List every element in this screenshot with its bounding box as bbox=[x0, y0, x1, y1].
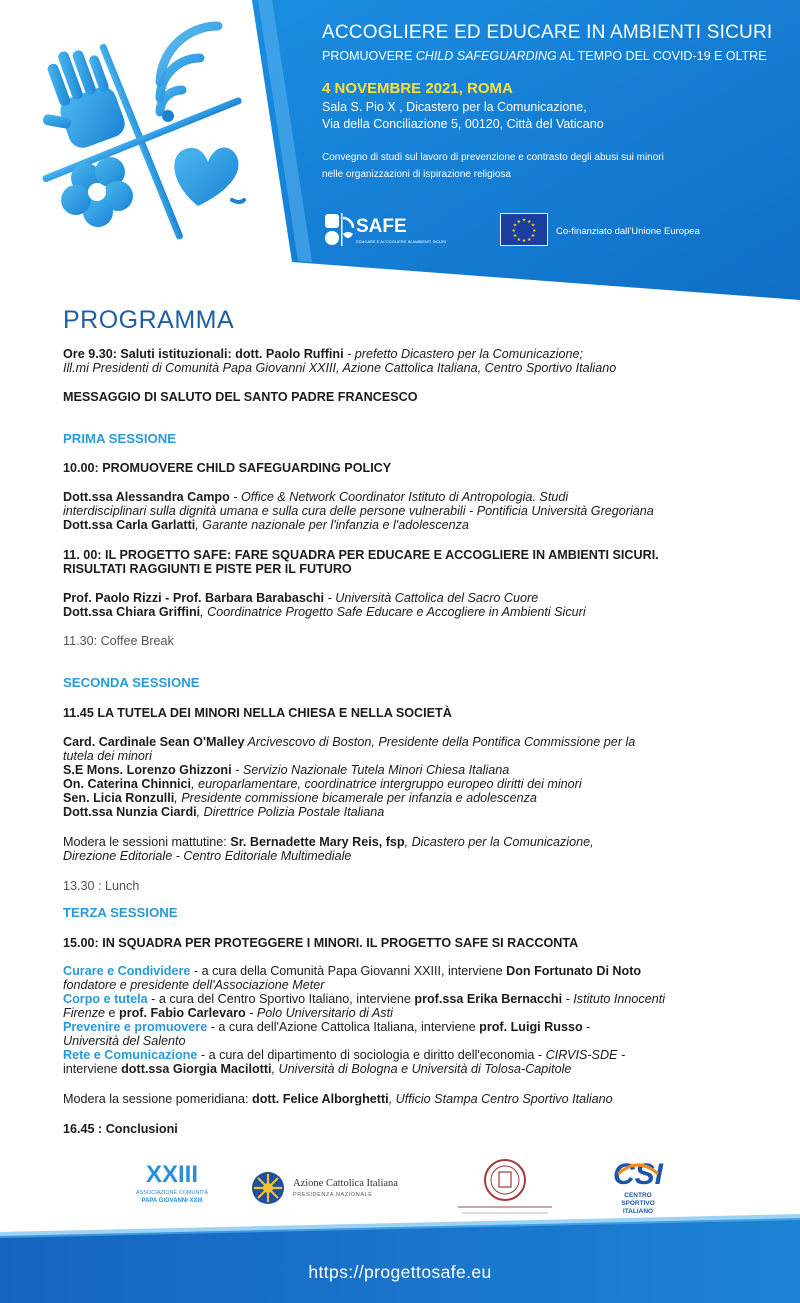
program-line bbox=[63, 1020, 590, 1034]
speaker-role: , Direttrice Polizia Postale Italiana bbox=[196, 805, 385, 819]
website-link[interactable]: https://progettosafe.eu bbox=[308, 1262, 492, 1282]
svg-text:★: ★ bbox=[521, 218, 527, 224]
program-title: PROGRAMMA bbox=[63, 306, 235, 334]
speaker-role: - Università Cattolica del Sacro Cuore bbox=[324, 591, 539, 605]
program-line bbox=[63, 591, 538, 605]
separator: - bbox=[582, 1020, 591, 1034]
eu-flag-icon bbox=[500, 213, 548, 246]
program-line bbox=[63, 992, 665, 1006]
speaker-name: prof. Luigi Russo bbox=[479, 1020, 583, 1034]
speaker-role: Firenze bbox=[63, 1006, 105, 1020]
session-heading-third: TERZA SESSIONE bbox=[63, 905, 178, 920]
svg-text:★: ★ bbox=[527, 237, 532, 243]
aci-line-2: PRESIDENZA NAZIONALE bbox=[293, 1192, 373, 1198]
csi-logo-mark: CSI bbox=[612, 1158, 664, 1191]
svg-text:★: ★ bbox=[530, 234, 536, 240]
program-line bbox=[63, 735, 635, 749]
description-line-1: Convegno di studi sul lavoro di prevenzione e contrasto degli abusi sui minori bbox=[322, 152, 664, 163]
program-line bbox=[63, 964, 641, 978]
speaker-role: - Office & Network Coordinator Istituto di Antropologia. Studi bbox=[229, 490, 569, 504]
moderator-line bbox=[63, 1092, 613, 1106]
speaker-name: Don Fortunato Di Noto bbox=[506, 964, 642, 978]
heart-icon bbox=[174, 147, 244, 206]
speaker-name: Dott.ssa Alessandra Campo bbox=[63, 490, 230, 504]
event-title: ACCOGLIERE ED EDUCARE IN AMBIENTI SICURI bbox=[322, 22, 773, 43]
program-line bbox=[63, 605, 586, 619]
svg-text:★: ★ bbox=[532, 228, 537, 234]
program-line bbox=[63, 347, 583, 361]
description-line-2: nelle organizzazioni di ispirazione religiosa bbox=[322, 169, 511, 180]
lunch-line: 13.30 : Lunch bbox=[63, 879, 140, 893]
talk-title: 15.00: IN SQUADRA PER PROTEGGERE I MINORI. IL PROGETTO SAFE SI RACCONTA bbox=[63, 936, 579, 950]
csi-line-3: ITALIANO bbox=[622, 1208, 654, 1215]
moderator-label: Modera le sessioni mattutine: bbox=[63, 835, 231, 849]
svg-text:★: ★ bbox=[516, 237, 521, 243]
conjunction: e bbox=[105, 1006, 120, 1020]
program-line: interdisciplinari sulla dignità umana e sulla cura delle persone vulnerabili - Pontificia Università Gregoriana bbox=[63, 504, 654, 518]
svg-text:★: ★ bbox=[512, 223, 518, 229]
azione-cattolica-logo bbox=[252, 1172, 398, 1204]
program-line bbox=[63, 791, 537, 805]
event-subtitle bbox=[322, 49, 767, 63]
session-heading-first: PRIMA SESSIONE bbox=[63, 431, 177, 446]
speaker-name: On. Caterina Chinnici bbox=[63, 777, 192, 791]
talk-title: 10.00: PROMUOVERE CHILD SAFEGUARDING POLICY bbox=[63, 461, 392, 475]
talk-title: 11.45 LA TUTELA DEI MINORI NELLA CHIESA E NELLA SOCIETÀ bbox=[63, 706, 452, 720]
speaker-name: dott. Felice Alborghetti bbox=[252, 1092, 389, 1106]
speaker-name: Ore 9.30: Saluti istituzionali: dott. Paolo Ruffini bbox=[63, 347, 344, 361]
speaker-role: , Ufficio Stampa Centro Sportivo Italiano bbox=[388, 1092, 613, 1106]
safe-logo-subtext: EDUCARE E ACCOGLIERE IN AMBIENTI SICURI bbox=[356, 239, 447, 244]
footer-banner bbox=[0, 1218, 800, 1303]
topic-description: - a cura della Comunità Papa Giovanni XXIII, interviene bbox=[190, 964, 507, 978]
event-date: 4 NOVEMBRE 2021, ROMA bbox=[322, 80, 513, 97]
papal-message-line: MESSAGGIO DI SALUTO DEL SANTO PADRE FRANCESCO bbox=[63, 390, 418, 404]
speaker-name: Prof. Paolo Rizzi - Prof. Barbara Barabaschi bbox=[63, 591, 325, 605]
child-safeguarding-logo bbox=[28, 32, 258, 252]
moderator-label: Modera la sessione pomeridiana: bbox=[63, 1092, 253, 1106]
subtitle-emphasis: CHILD SAFEGUARDING bbox=[415, 49, 557, 63]
topic-description: - a cura dell'Azione Cattolica Italiana, interviene bbox=[207, 1020, 480, 1034]
apg23-line-1: ASSOCIAZIONE COMUNITÀ bbox=[135, 1190, 209, 1196]
speaker-role: - Servizio Nazionale Tutela Minori Chiesa Italiana bbox=[231, 763, 510, 777]
aci-line-1: Azione Cattolica Italiana bbox=[293, 1178, 398, 1189]
program-line bbox=[63, 777, 582, 791]
speaker-role: Arcivescovo di Boston, Presidente della Pontifica Commissione per la bbox=[244, 735, 636, 749]
moderator-line bbox=[63, 835, 594, 849]
speaker-role: , Garante nazionale per l'infanzia e l'adolescenza bbox=[195, 518, 469, 532]
topic-title: Corpo e tutela bbox=[63, 992, 148, 1006]
speaker-name: Dott.ssa Carla Garlatti bbox=[63, 518, 196, 532]
speaker-name: Sen. Licia Ronzulli bbox=[63, 791, 175, 805]
topic-description: - a cura del dipartimento di sociologia e diritto dell'economia - bbox=[197, 1048, 546, 1062]
program-line: Direzione Editoriale - Centro Editoriale Multimediale bbox=[63, 849, 352, 863]
conclusions-line: 16.45 : Conclusioni bbox=[63, 1122, 178, 1136]
speaker-role: , Presidente commissione bicamerale per infanzia e adolescenza bbox=[174, 791, 537, 805]
svg-text:★: ★ bbox=[521, 239, 527, 245]
csi-line-2: SPORTIVO bbox=[621, 1200, 655, 1207]
program-line: Università del Salento bbox=[63, 1034, 186, 1048]
topic-title: Curare e Condividere bbox=[63, 964, 191, 978]
speaker-name: Dott.ssa Nunzia Ciardi bbox=[63, 805, 197, 819]
safe-logo-text: SAFE bbox=[356, 216, 407, 237]
speaker-name: Sr. Bernadette Mary Reis, fsp bbox=[230, 835, 405, 849]
apg23-logo bbox=[136, 1161, 208, 1204]
session-heading-second: SECONDA SESSIONE bbox=[63, 675, 200, 690]
hand-icon bbox=[21, 40, 128, 159]
program-line bbox=[63, 1006, 393, 1020]
svg-text:★: ★ bbox=[511, 228, 516, 234]
venue-line-1: Sala S. Pio X , Dicastero per la Comunicazione, bbox=[322, 100, 587, 114]
program-line bbox=[63, 490, 568, 504]
talk-title-continued: RISULTATI RAGGIUNTI E PISTE PER IL FUTURO bbox=[63, 562, 352, 576]
svg-text:★: ★ bbox=[530, 223, 536, 229]
svg-text:★: ★ bbox=[516, 219, 521, 225]
speaker-name: prof.ssa Erika Bernacchi bbox=[414, 992, 563, 1006]
subtitle-post: AL TEMPO DEL COVID-19 E OLTRE bbox=[556, 49, 767, 63]
csi-line-1: CENTRO bbox=[624, 1192, 652, 1199]
speaker-role: - prefetto Dicastero per la Comunicazione; bbox=[343, 347, 583, 361]
speaker-name: Dott.ssa Chiara Griffini bbox=[63, 605, 201, 619]
topic-description: - a cura del Centro Sportivo Italiano, interviene bbox=[147, 992, 415, 1006]
topic-title: Rete e Comunicazione bbox=[63, 1048, 198, 1062]
speaker-role: , Università di Bologna e Università di Tolosa-Capitole bbox=[271, 1062, 572, 1076]
subtitle-pre: PROMUOVERE bbox=[322, 49, 416, 63]
apg23-logo-mark: XXIII bbox=[145, 1161, 199, 1188]
svg-text:★: ★ bbox=[527, 219, 532, 225]
apg23-line-2: PAPA GIOVANNI XXIII bbox=[141, 1198, 203, 1204]
speaker-name: S.E Mons. Lorenzo Ghizzoni bbox=[63, 763, 232, 777]
topic-title: Prevenire e promuovere bbox=[63, 1020, 208, 1034]
wifi-waves-icon bbox=[160, 26, 218, 122]
program-line: fondatore e presidente dell'Associazione Meter bbox=[63, 978, 325, 992]
speaker-role: - Istituto Innocenti bbox=[562, 992, 665, 1006]
program-line bbox=[63, 805, 384, 819]
talk-title: 11. 00: IL PROGETTO SAFE: FARE SQUADRA PER EDUCARE E ACCOGLIERE IN AMBIENTI SICURI. bbox=[63, 548, 659, 562]
venue-line-2: Via della Conciliazione 5, 00120, Città del Vaticano bbox=[322, 117, 604, 131]
speaker-name: dott.ssa Giorgia Macilotti bbox=[121, 1062, 272, 1076]
svg-text:★: ★ bbox=[512, 234, 518, 240]
university-seal-logo bbox=[458, 1160, 552, 1213]
program-line bbox=[63, 1048, 625, 1062]
csi-logo bbox=[613, 1158, 664, 1215]
program-line bbox=[63, 1062, 571, 1076]
speaker-role: , Dicastero per la Comunicazione, bbox=[404, 835, 594, 849]
coffee-break-line: 11.30: Coffee Break bbox=[63, 634, 174, 648]
speaker-name: Card. Cardinale Sean O'Malley bbox=[63, 735, 245, 749]
topic-description: interviene bbox=[63, 1062, 122, 1076]
speaker-role: , Coordinatrice Progetto Safe Educare e Accogliere in Ambienti Sicuri bbox=[200, 605, 586, 619]
speaker-role: - Polo Universitario di Asti bbox=[245, 1006, 393, 1020]
program-line: tutela dei minori bbox=[63, 749, 152, 763]
program-line bbox=[63, 763, 509, 777]
speaker-role: , europarlamentare, coordinatrice intergruppo europeo diritti dei minori bbox=[191, 777, 582, 791]
program-line bbox=[63, 518, 469, 532]
speaker-name: prof. Fabio Carlevaro bbox=[119, 1006, 246, 1020]
safe-project-logo bbox=[323, 212, 447, 248]
program-line: Ill.mi Presidenti di Comunità Papa Giovanni XXIII, Azione Cattolica Italiana, Centro Sportivo Italiano bbox=[63, 361, 617, 375]
eu-cofunding-text: Co-finanziato dall'Unione Europea bbox=[556, 226, 700, 237]
organization-name: CIRVIS-SDE - bbox=[545, 1048, 626, 1062]
